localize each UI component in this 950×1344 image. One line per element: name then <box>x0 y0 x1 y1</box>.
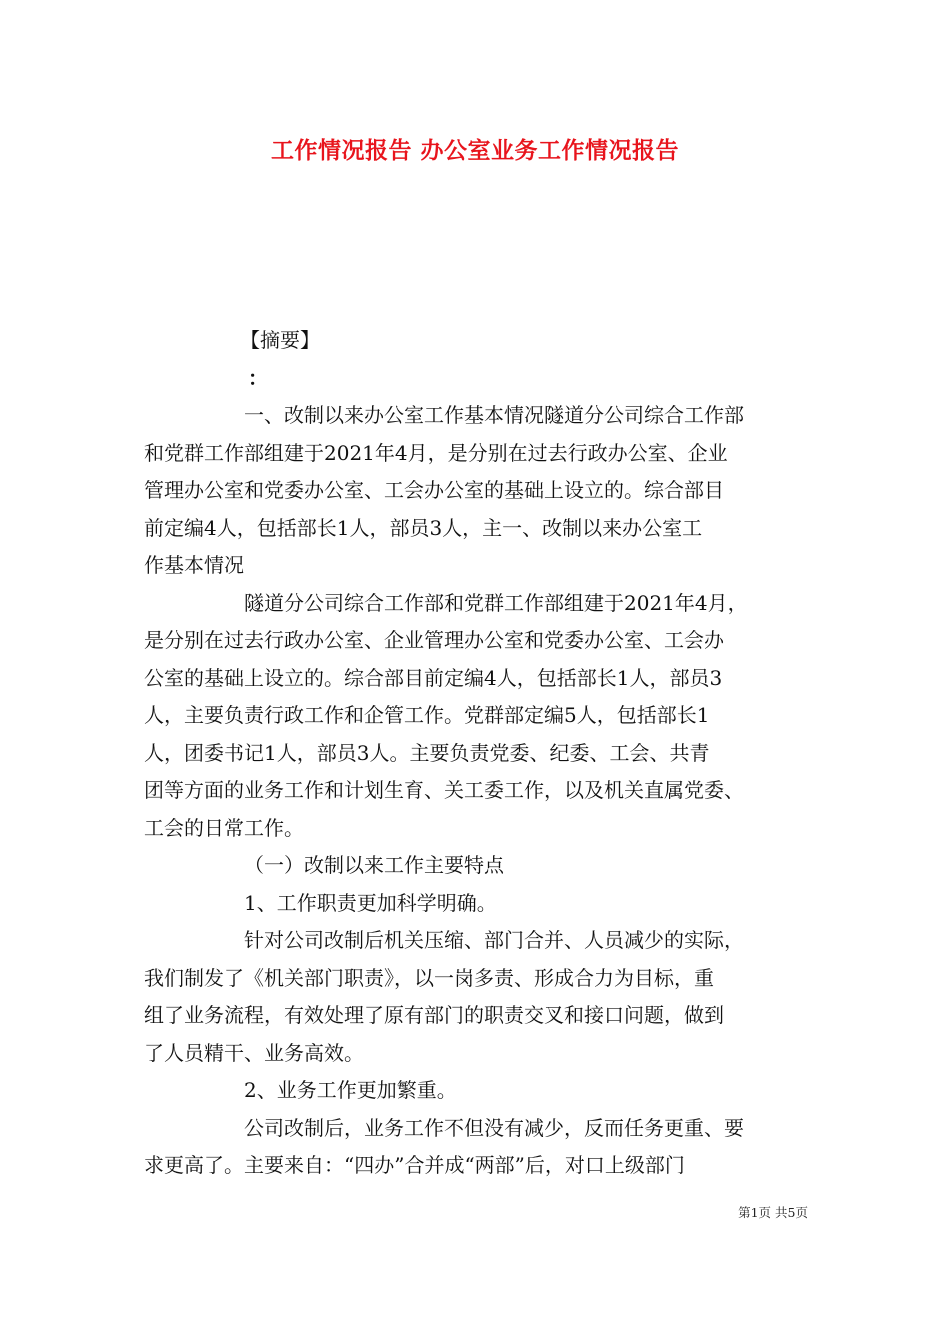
paragraph-line: 人，主要负责行政工作和企管工作。党群部定编5人，包括部长1 <box>144 703 710 727</box>
subheading-2 <box>144 1072 814 1110</box>
paragraph-2 <box>144 585 814 848</box>
section-heading <box>144 847 814 885</box>
paragraph-4 <box>144 1110 814 1185</box>
subheading-text: 1、工作职责更加科学明确。 <box>244 890 497 915</box>
paragraph-line: 作基本情况 <box>144 553 244 577</box>
paragraph-line: 我们制发了《机关部门职责》，以一岗多责、形成合力为目标，重 <box>144 965 714 990</box>
subheading-1 <box>144 885 814 923</box>
paragraph-line: 工会的日常工作。 <box>144 815 304 840</box>
paragraph-line: 管理办公室和党委办公室、工会办公室的基础上设立的。综合部目 <box>144 478 724 502</box>
paragraph-line: 求更高了。主要来自：“四办”合并成“两部”后，对口上级部门 <box>144 1153 685 1177</box>
paragraph-line: 针对公司改制后机关压缩、部门合并、人员减少的实际， <box>244 928 744 952</box>
paragraph-line: 公室的基础上设立的。综合部目前定编4人，包括部长1人，部员3 <box>144 665 723 690</box>
subheading-text: 2、业务工作更加繁重。 <box>244 1078 457 1102</box>
page-number: 第1页 共5页 <box>738 1205 808 1220</box>
paragraph-line: 是分别在过去行政办公室、企业管理办公室和党委办公室、工会办 <box>144 628 724 652</box>
document-title: 工作情况报告 办公室业务工作情况报告 <box>270 137 679 164</box>
paragraph-line: 和党群工作部组建于2021年4月，是分别在过去行政办公室、企业 <box>144 440 728 465</box>
abstract-colon: ： <box>248 365 268 390</box>
paragraph-line: 人，团委书记1人，部员3人。主要负责党委、纪委、工会、共青 <box>144 740 710 765</box>
paragraph-line: 前定编4人，包括部长1人，部员3人，主一、改制以来办公室工 <box>144 515 703 540</box>
paragraph-line: 一、改制以来办公室工作基本情况隧道分公司综合工作部 <box>244 403 744 427</box>
paragraph-line: 团等方面的业务工作和计划生育、关工委工作，以及机关直属党委、 <box>144 778 744 802</box>
paragraph-line: 组了业务流程，有效处理了原有部门的职责交叉和接口问题，做到 <box>144 1003 724 1027</box>
paragraph-line: 了人员精干、业务高效。 <box>144 1040 364 1065</box>
paragraph-line: 公司改制后，业务工作不但没有减少，反而任务更重、要 <box>244 1115 744 1140</box>
document-body <box>144 322 814 1185</box>
section-heading-text: （一）改制以来工作主要特点 <box>244 853 504 877</box>
abstract-label: 【摘要】 <box>240 328 320 352</box>
paragraph-1 <box>144 397 814 585</box>
paragraph-3 <box>144 922 814 1072</box>
paragraph-line: 隧道分公司综合工作部和党群工作部组建于2021年4月， <box>244 590 748 615</box>
